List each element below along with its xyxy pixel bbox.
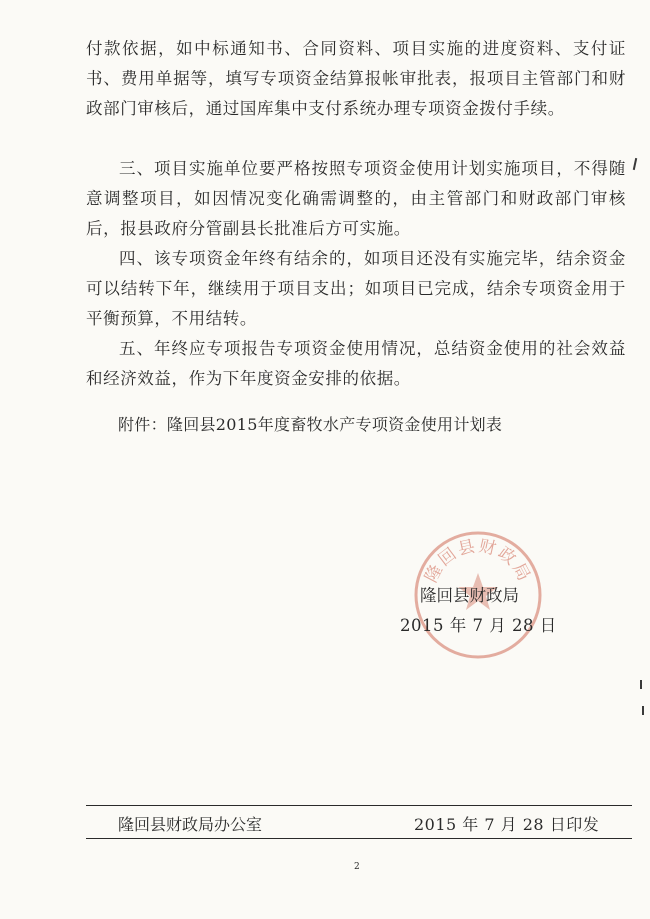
- paragraph-item-4: 四、该专项资金年终有结余的，如项目还没有实施完毕，结余资金可以结转下年，继续用于项目支出；如项目已完成，结余专项资金用于平衡预算，不用结转。: [86, 249, 626, 328]
- svg-text:隆回县财政局: 隆回县财政局: [421, 536, 535, 586]
- paragraph-item-5: 五、年终应专项报告专项资金使用情况，总结资金使用的社会效益和经济效益，作为下年度资金安排的依据。: [86, 339, 626, 388]
- footer-rule-bottom: [86, 838, 632, 839]
- page-number: 2: [354, 862, 360, 872]
- signature-organization: 隆回县财政局: [420, 586, 519, 605]
- attachment-note: 附件：隆回县2015年度畜牧水产专项资金使用计划表: [118, 415, 503, 434]
- paragraph-item-3: 三、项目实施单位要严格按照专项资金使用计划实施项目，不得随意调整项目，如因情况变化确需调整的，由主管部门和财政部门审核后，报县政府分管副县长批准后方可实施。: [86, 159, 626, 238]
- footer-rule-top: [86, 805, 632, 806]
- scan-mark: [640, 680, 642, 689]
- paragraph-payment-basis: 付款依据，如中标通知书、合同资料、项目实施的进度资料、支付证书、费用单据等，填写专项资金结算报帐审批表，报项目主管部门和财政部门审核后，通过国库集中支付系统办理专项资金拨付手续。: [86, 39, 626, 118]
- scan-mark: [633, 158, 637, 170]
- signature-date: 2015 年 7 月 28 日: [400, 616, 557, 635]
- scan-mark: [642, 706, 644, 715]
- footer-issuer: 隆回县财政局办公室: [118, 815, 263, 834]
- footer-print-date: 2015 年 7 月 28 日印发: [414, 815, 600, 834]
